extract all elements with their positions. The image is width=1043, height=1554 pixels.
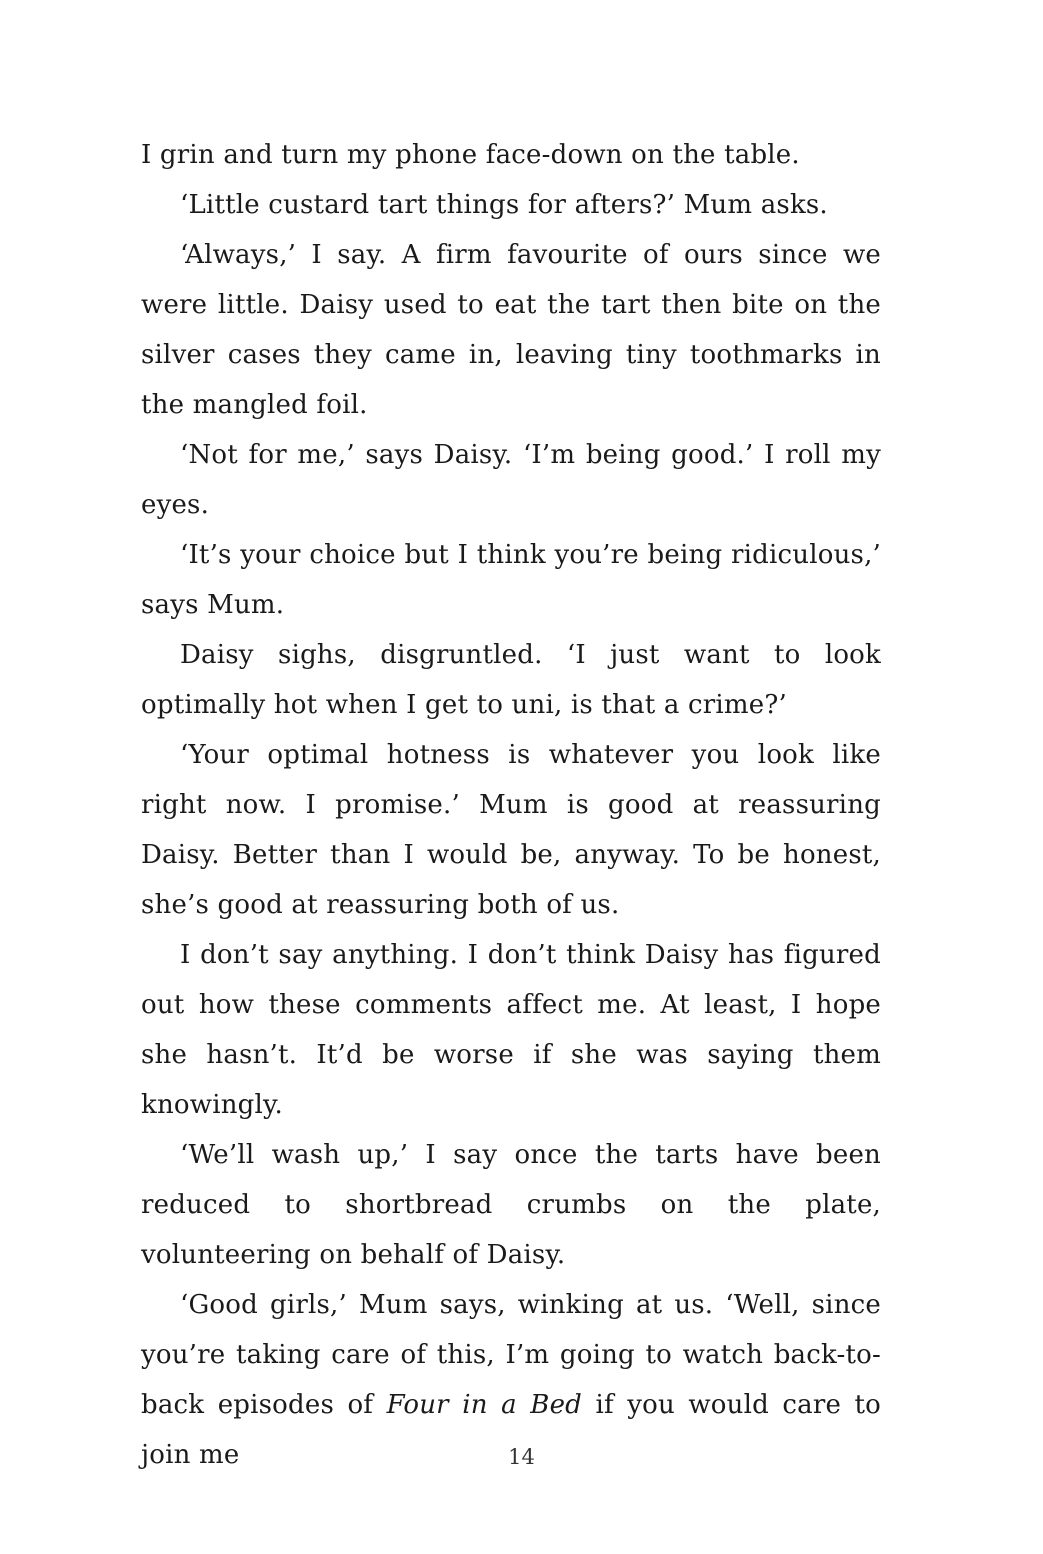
paragraph: ‘We’ll wash up,’ I say once the tarts have been reduced to shortbread crumbs on the plate, volunteering on behalf of Daisy. [141,1140,881,1270]
paragraph: I don’t say anything. I don’t think Daisy has figured out how these comments affect me. At least, I hope she hasn’t. It’d be worse if she was saying them knowingly. [141,940,881,1120]
paragraph: I grin and turn my phone face-down on the table. [141,140,800,170]
paragraph: ‘Not for me,’ says Daisy. ‘I’m being good.’ I roll my eyes. [141,440,881,520]
page-number: 14 [508,1445,535,1469]
paragraph: ‘It’s your choice but I think you’re being ridiculous,’ says Mum. [141,540,881,620]
body-text [141,130,881,1480]
paragraph: ‘Your optimal hotness is whatever you look like right now. I promise.’ Mum is good at reassuring Daisy. Better than I would be, anyway. To be honest, she’s good at reassuring both of us. [141,740,881,920]
paragraph-text: if you would care to join me [141,1390,881,1470]
paragraph: ‘Little custard tart things for afters?’ Mum asks. [180,190,828,220]
paragraph-text: ‘Good girls,’ Mum says, winking at us. ‘Well, since you’re taking care of this, I’m going to watch back-to-back episodes of [141,1290,881,1420]
show-title: Four in a Bed [386,1390,583,1420]
paragraph: ‘Always,’ I say. A firm favourite of ours since we were little. Daisy used to eat the tart then bite on the silver cases they came in, leaving tiny toothmarks in the mangled foil. [141,240,881,420]
paragraph: Daisy sighs, disgruntled. ‘I just want to look optimally hot when I get to uni, is that a crime?’ [141,640,881,720]
